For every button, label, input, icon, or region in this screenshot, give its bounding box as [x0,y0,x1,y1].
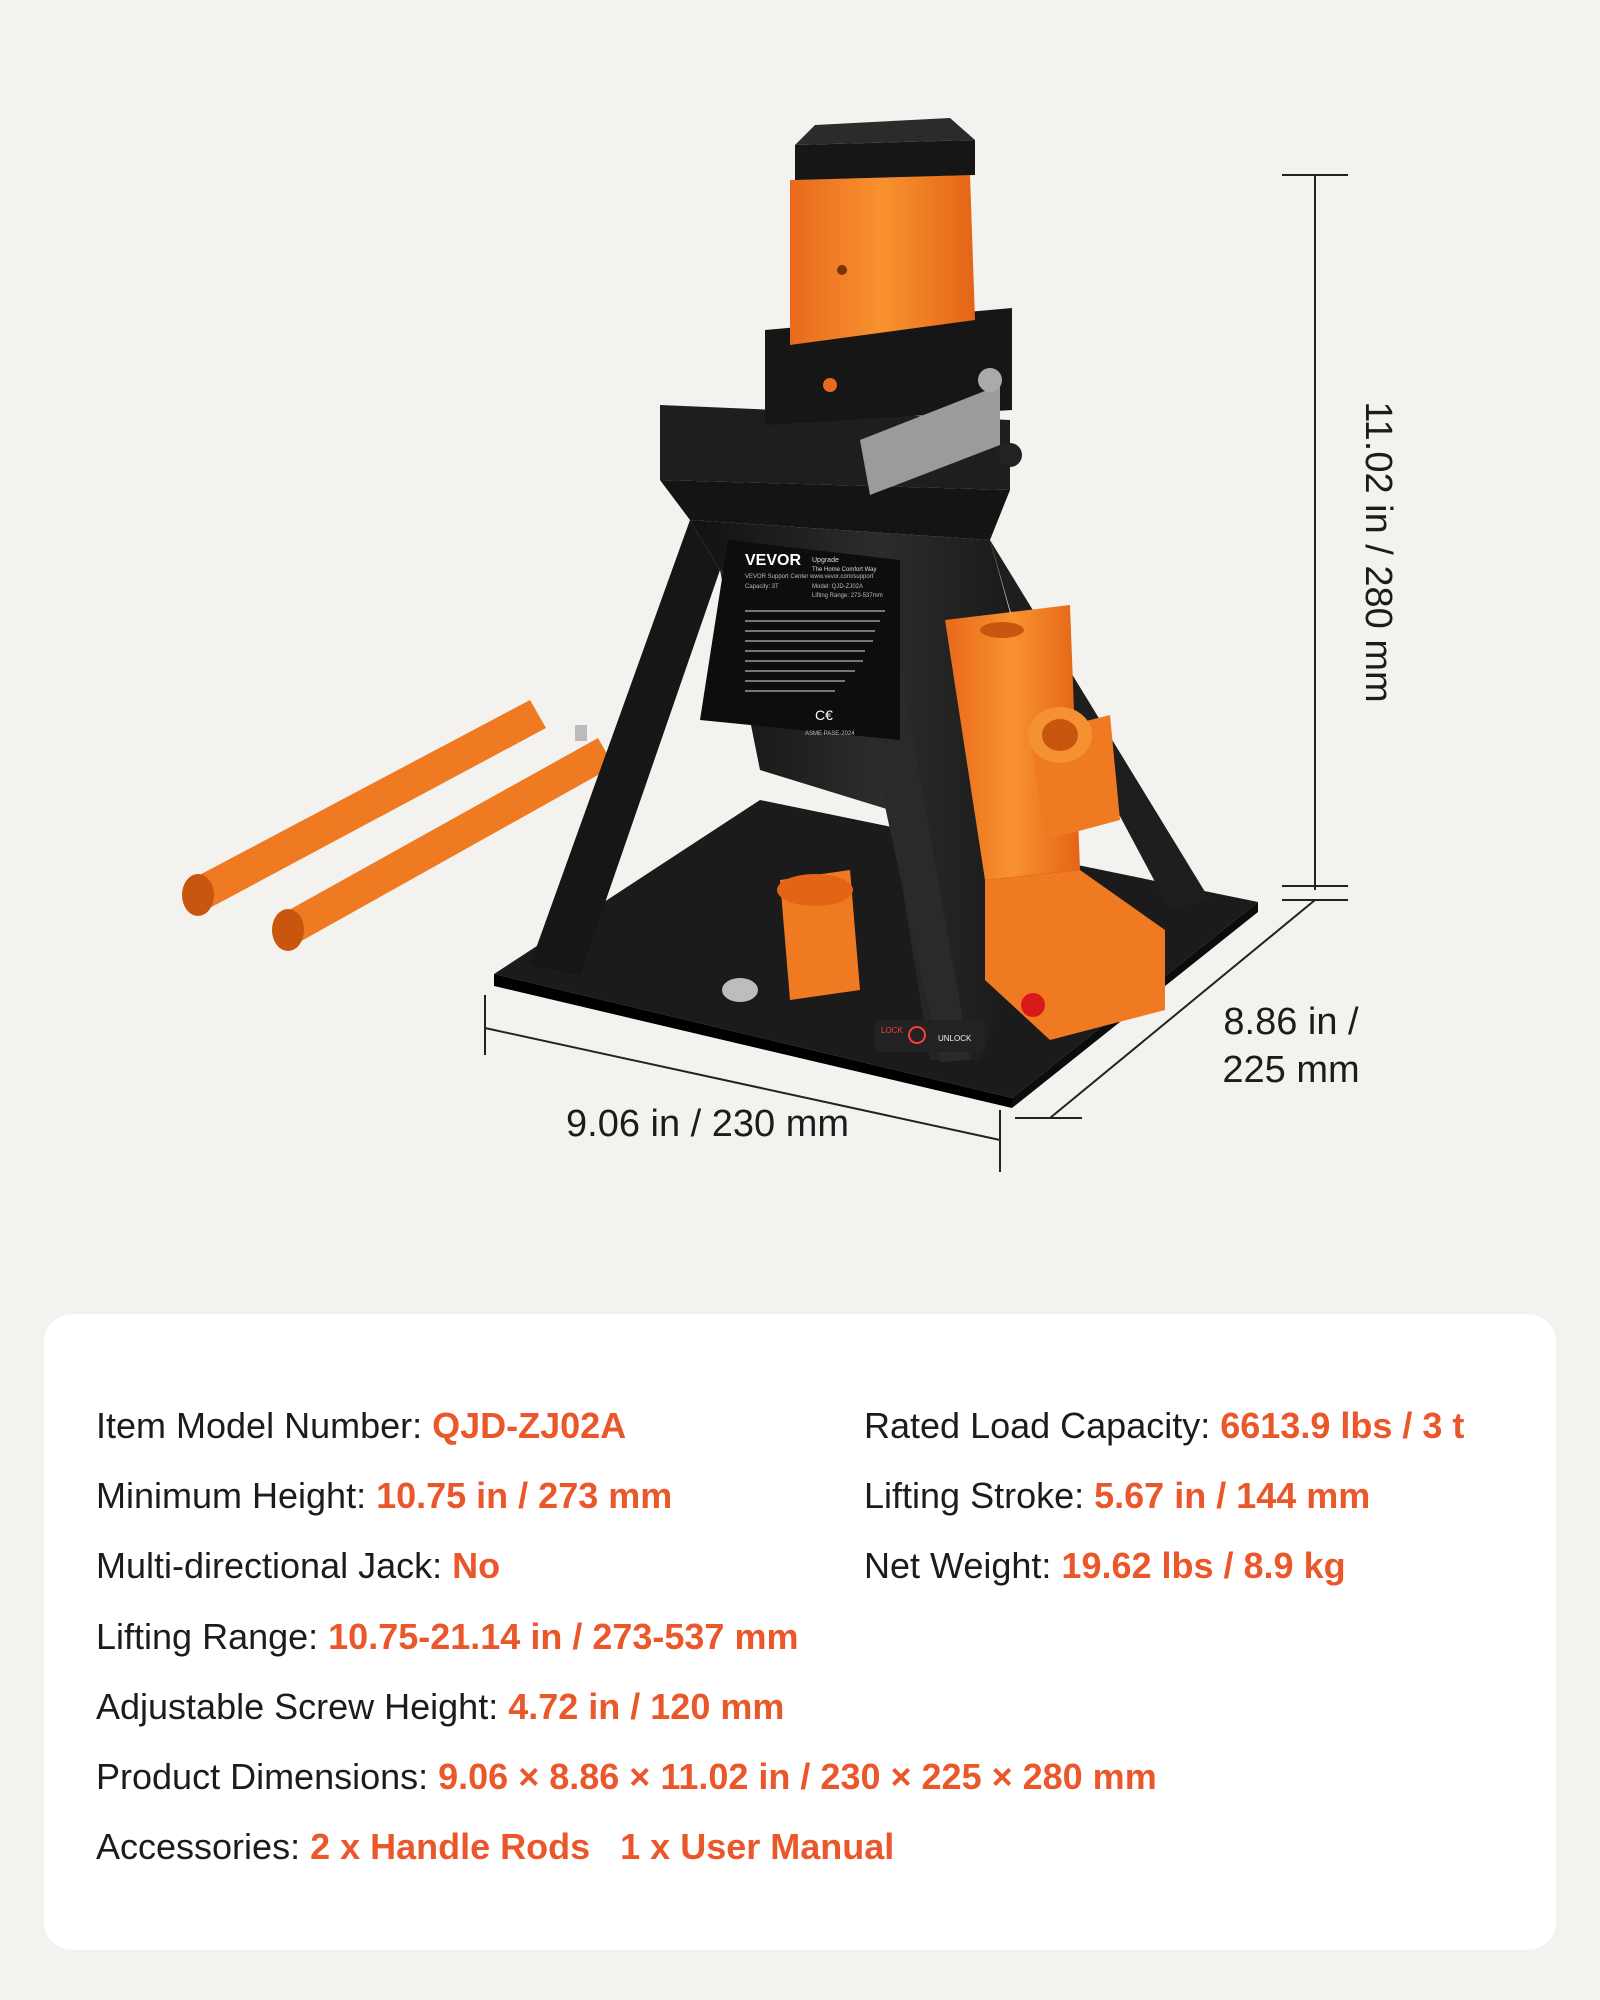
spec-screw-height [96,1684,784,1730]
spec-label: Lifting Stroke: [864,1475,1095,1516]
spec-label: Minimum Height: [96,1475,377,1516]
label-standard: ASME PASE-2024 [805,731,855,737]
lock-text: LOCK [881,1026,903,1035]
spec-value: 6613.9 lbs / 3 t [1220,1405,1465,1446]
spec-value: 10.75 in / 273 mm [376,1475,673,1516]
label-brand: VEVOR [745,552,802,569]
spec-lifting-range [96,1614,798,1660]
spec-capacity [864,1403,1464,1449]
spec-value: No [452,1545,501,1586]
depth-line-1: 8.86 in / [1223,1001,1359,1043]
spec-label: Product Dimensions: [96,1756,439,1797]
width-dimension: 9.06 in / 230 mm [566,1103,850,1145]
height-dimension-text: 11.02 in / 280 mm [1357,401,1399,703]
spec-min-height [96,1473,672,1519]
spec-dimensions [96,1754,1157,1800]
spec-stroke [864,1473,1370,1519]
jack-collar [660,308,1022,540]
spec-multi-directional [96,1543,500,1589]
spec-label: Net Weight: [864,1545,1062,1586]
spec-weight [864,1543,1346,1589]
label-upgrade: Upgrade [812,557,839,564]
label-ce: C€ [815,707,833,723]
spec-label: Adjustable Screw Height: [96,1686,509,1727]
spec-value: 4.72 in / 120 mm [508,1686,785,1727]
spec-accessories [96,1824,894,1870]
spec-value: 10.75-21.14 in / 273-537 mm [328,1616,799,1657]
spec-value: 9.06 × 8.86 × 11.02 in / 230 × 225 × 280 mm [438,1756,1157,1797]
spec-value: 5.67 in / 144 mm [1094,1475,1371,1516]
spec-label: Multi-directional Jack: [96,1545,453,1586]
spec-value: QJD-ZJ02A [432,1405,627,1446]
label-range: Lifting Range: 273-537mm [812,593,883,599]
depth-dimension [1206,998,1376,1094]
spec-label: Accessories: [96,1826,311,1867]
label-model: Model: QJD-ZJ02A [812,584,864,590]
spec-value: 19.62 lbs / 8.9 kg [1061,1545,1346,1586]
spec-label: Item Model Number: [96,1405,433,1446]
spec-value: 2 x Handle Rods 1 x User Manual [310,1826,895,1867]
label-capacity: Capacity: 3T [745,584,779,590]
unlock-text: UNLOCK [938,1034,972,1043]
spec-label: Rated Load Capacity: [864,1405,1221,1446]
label-tagline: The Home Comfort Way [812,567,877,573]
label-support: VEVOR Support Center www.vevor.com/support [745,574,874,580]
spec-label: Lifting Range: [96,1616,329,1657]
spec-model [96,1403,626,1449]
depth-line-2: 225 mm [1222,1049,1360,1091]
lock-unlock-label [875,1020,985,1052]
